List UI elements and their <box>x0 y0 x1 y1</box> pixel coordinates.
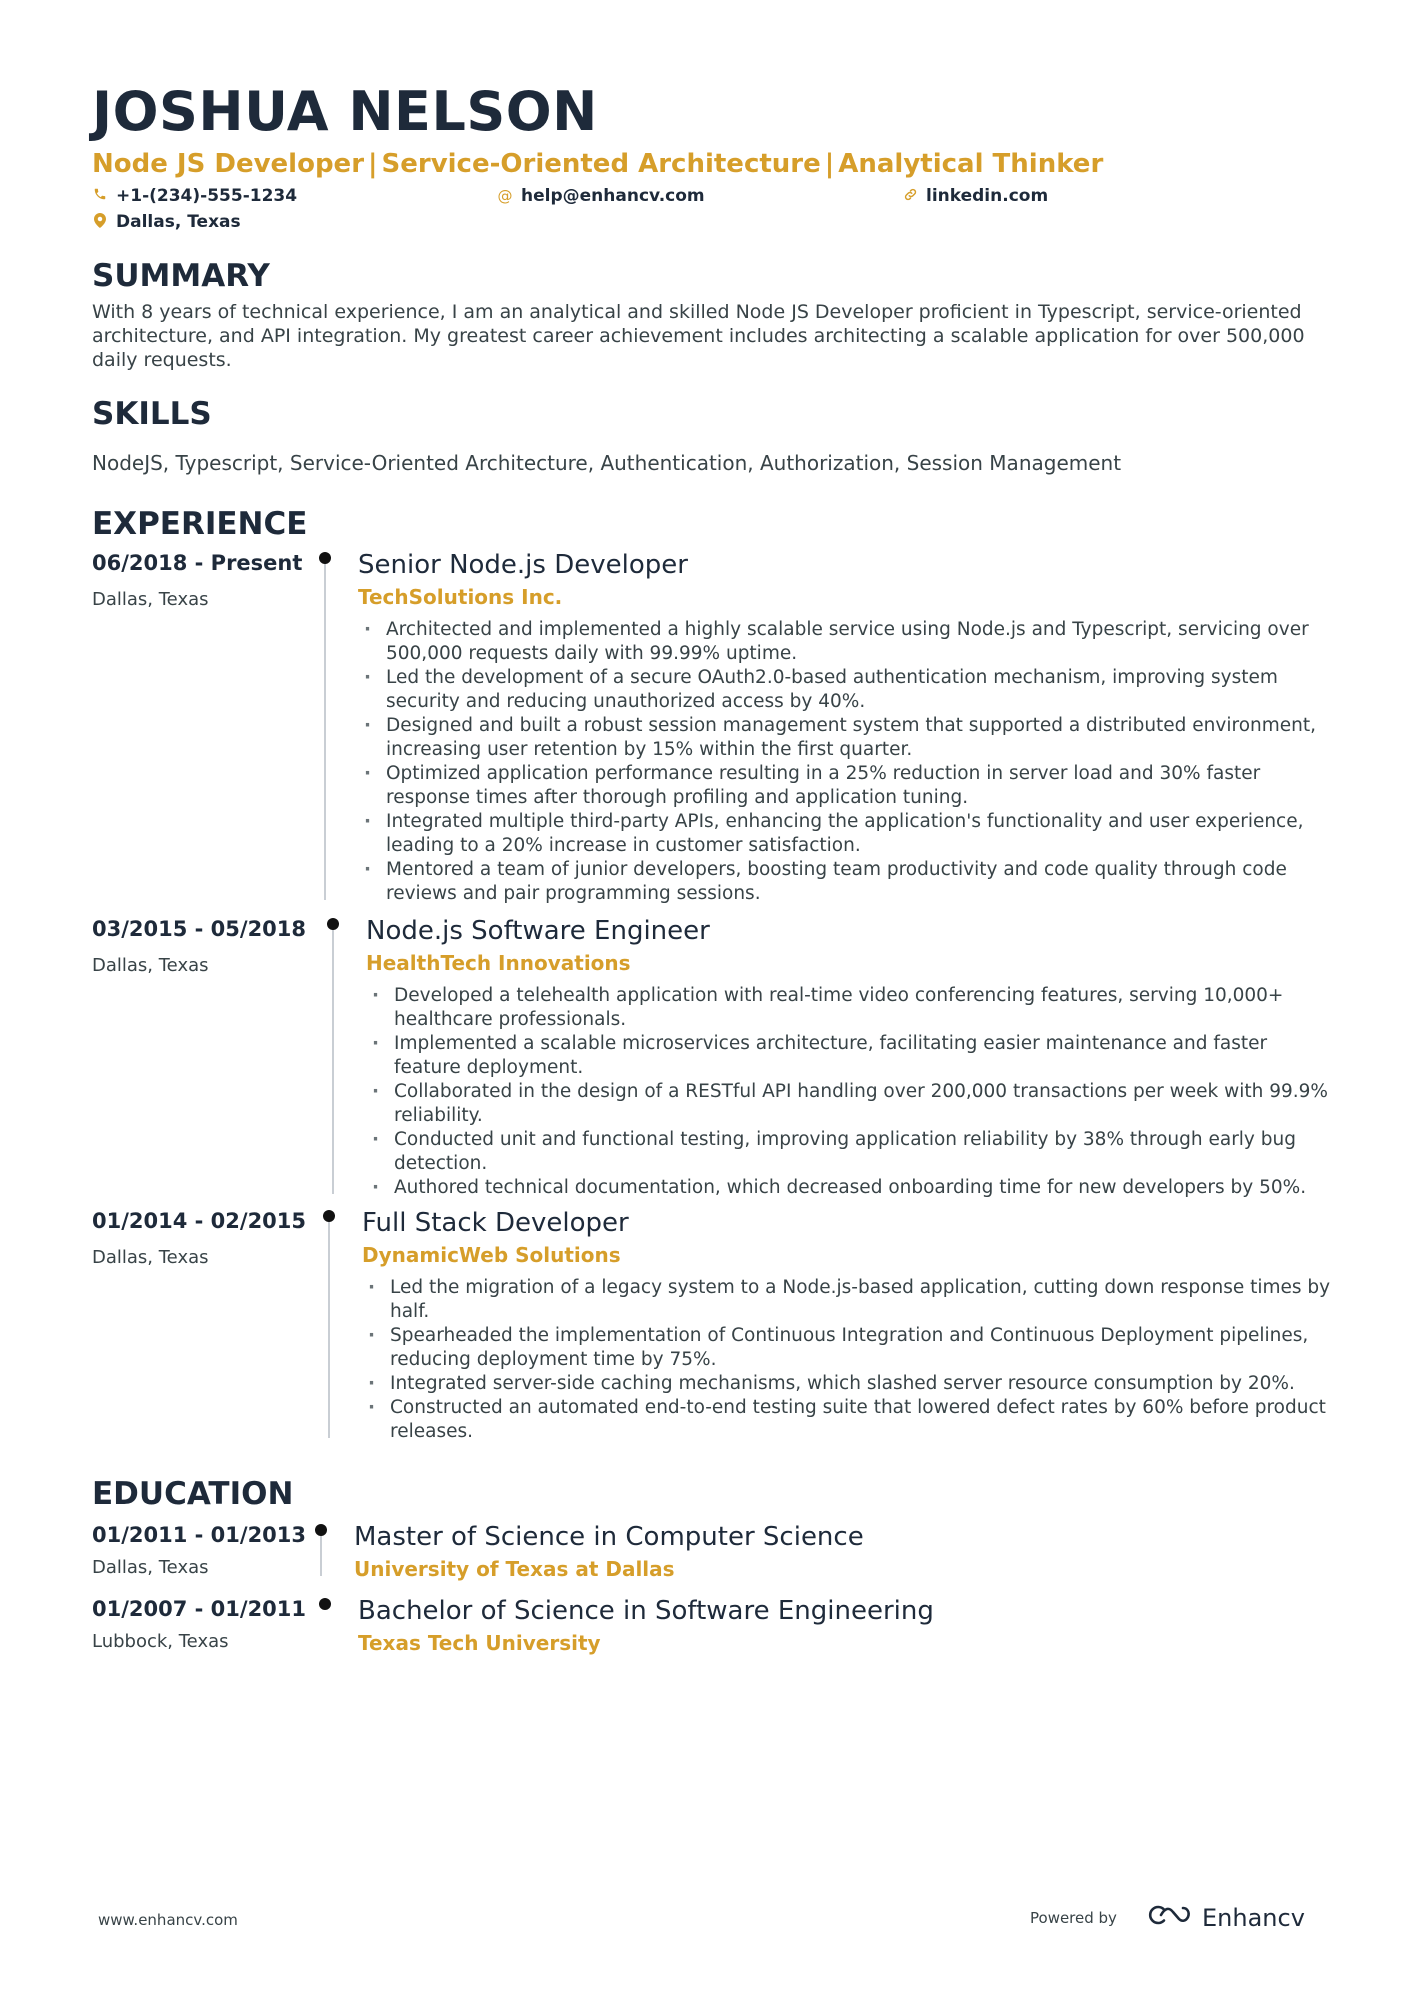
achievement-bullet: · Spearheaded the implementation of Continuous Integration and Continuous Deployment pipelines, reducing deployment time by 75%. <box>362 1324 1332 1372</box>
experience-location: Dallas, Texas <box>92 1247 209 1268</box>
school-name: Texas Tech University <box>358 1631 601 1655</box>
skills-heading: SKILLS <box>92 396 212 432</box>
timeline-dot <box>319 552 331 564</box>
contact-phone[interactable] <box>92 186 297 206</box>
achievement-bullet: · Optimized application performance resulting in a 25% reduction in server load and 30% faster response times after thorough profiling and application tuning. <box>358 762 1332 810</box>
link-icon <box>902 187 918 206</box>
enhancv-logo-icon <box>1148 1903 1194 1933</box>
experience-heading: EXPERIENCE <box>92 506 308 542</box>
headline-separator: | <box>824 149 835 179</box>
enhancv-brand-text: Enhancv <box>1202 1904 1305 1932</box>
timeline-dot <box>319 1598 331 1610</box>
contact-location <box>92 212 241 232</box>
headline <box>92 146 1332 182</box>
job-title: Senior Node.js Developer <box>358 550 688 580</box>
contact-info <box>92 186 1332 238</box>
footer-website-link[interactable]: www.enhancv.com <box>98 1911 238 1929</box>
achievement-bullet: · Implemented a scalable microservices architecture, facilitating easier maintenance and faster feature deployment. <box>366 1032 1332 1080</box>
timeline-line <box>328 1214 330 1438</box>
job-title: Node.js Software Engineer <box>366 916 710 946</box>
resume-page <box>92 80 1332 1656</box>
headline-item: Service-Oriented Architecture <box>381 149 821 179</box>
education-date: 01/2007 - 01/2011 <box>92 1597 307 1621</box>
degree-title: Master of Science in Computer Science <box>354 1522 864 1552</box>
timeline-line <box>332 922 334 1194</box>
achievement-list <box>362 1276 1332 1444</box>
timeline-dot <box>327 918 339 930</box>
achievement-bullet: · Integrated server-side caching mechanisms, which slashed server resource consumption by 20%. <box>362 1372 1332 1396</box>
experience-entry <box>92 548 1332 906</box>
achievement-bullet: · Designed and built a robust session management system that supported a distributed environment, increasing user retention by 15% within the first quarter. <box>358 714 1332 762</box>
education-entry <box>92 1594 1332 1656</box>
company-name: HealthTech Innovations <box>366 951 631 975</box>
experience-entry <box>92 1206 1332 1444</box>
achievement-bullet: · Authored technical documentation, which decreased onboarding time for new developers by 50%. <box>366 1176 1332 1200</box>
experience-date: 01/2014 - 02/2015 <box>92 1209 307 1233</box>
experience-date: 06/2018 - Present <box>92 551 303 575</box>
achievement-bullet: · Architected and implemented a highly scalable service using Node.js and Typescript, servicing over 500,000 requests daily with 99.99% uptime. <box>358 618 1332 666</box>
phone-text: +1-(234)-555-1234 <box>116 186 298 206</box>
timeline-dot <box>323 1210 335 1222</box>
achievement-list <box>366 984 1332 1200</box>
achievement-list <box>358 618 1332 906</box>
achievement-bullet: · Mentored a team of junior developers, boosting team productivity and code quality through code reviews and pair programming sessions. <box>358 858 1332 906</box>
powered-by-text: Powered by <box>1030 1909 1117 1927</box>
degree-title: Bachelor of Science in Software Engineering <box>358 1596 934 1626</box>
experience-location: Dallas, Texas <box>92 589 209 610</box>
candidate-name: JOSHUA NELSON <box>92 80 598 143</box>
summary-text: With 8 years of technical experience, I am an analytical and skilled Node JS Developer proficient in Typescript, service-oriented architecture, and API integration. My greatest career achievement includes architecting a scalable application for over 500,000 daily requests. <box>92 301 1305 371</box>
page-footer <box>98 1903 1410 1933</box>
timeline-line <box>324 556 326 900</box>
education-date: 01/2011 - 01/2013 <box>92 1523 307 1547</box>
education-location: Dallas, Texas <box>92 1557 209 1578</box>
experience-date: 03/2015 - 05/2018 <box>92 917 307 941</box>
achievement-bullet: · Collaborated in the design of a RESTful API handling over 200,000 transactions per week with 99.9% reliability. <box>366 1080 1332 1128</box>
company-name: TechSolutions Inc. <box>358 585 563 609</box>
email-text: help@enhancv.com <box>521 186 705 206</box>
linkedin-text: linkedin.com <box>926 186 1049 206</box>
enhancv-logo[interactable] <box>1148 1903 1305 1933</box>
education-heading: EDUCATION <box>92 1476 294 1512</box>
summary-heading: SUMMARY <box>92 258 270 294</box>
at-icon: @ <box>497 187 513 205</box>
phone-icon <box>92 187 108 205</box>
contact-email[interactable] <box>497 186 705 206</box>
achievement-bullet: · Developed a telehealth application with real-time video conferencing features, serving 10,000+ healthcare professionals. <box>366 984 1332 1032</box>
location-text: Dallas, Texas <box>116 212 241 232</box>
achievement-bullet: · Constructed an automated end-to-end testing suite that lowered defect rates by 60% before product releases. <box>362 1396 1332 1444</box>
company-name: DynamicWeb Solutions <box>362 1243 621 1267</box>
school-name: University of Texas at Dallas <box>354 1557 675 1581</box>
education-entry <box>92 1520 1332 1582</box>
job-title: Full Stack Developer <box>362 1208 629 1238</box>
headline-separator: | <box>368 149 378 179</box>
experience-entry <box>92 914 1332 1200</box>
contact-linkedin[interactable] <box>902 186 1048 206</box>
timeline-dot <box>315 1524 327 1536</box>
headline-item: Node JS Developer <box>92 149 365 179</box>
achievement-bullet: · Led the migration of a legacy system to a Node.js-based application, cutting down response times by half. <box>362 1276 1332 1324</box>
experience-location: Dallas, Texas <box>92 955 209 976</box>
skills-text: NodeJS, Typescript, Service-Oriented Architecture, Authentication, Authorization, Session Management <box>92 451 1122 475</box>
headline-item: Analytical Thinker <box>838 149 1104 179</box>
location-pin-icon <box>92 213 108 232</box>
education-location: Lubbock, Texas <box>92 1631 229 1652</box>
achievement-bullet: · Led the development of a secure OAuth2.0-based authentication mechanism, improving system security and reducing unauthorized access by 40%. <box>358 666 1332 714</box>
achievement-bullet: · Integrated multiple third-party APIs, enhancing the application's functionality and user experience, leading to a 20% increase in customer satisfaction. <box>358 810 1332 858</box>
achievement-bullet: · Conducted unit and functional testing, improving application reliability by 38% through early bug detection. <box>366 1128 1332 1176</box>
